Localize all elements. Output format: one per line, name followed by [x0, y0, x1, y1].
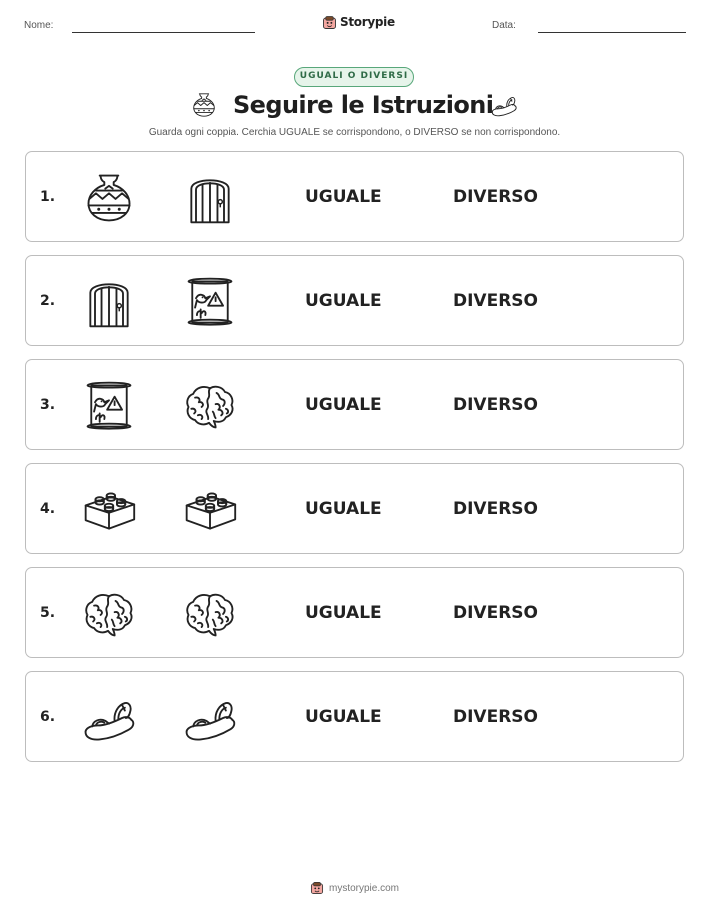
worksheet-header — [0, 0, 709, 40]
question-number: 6. — [40, 709, 56, 725]
title-row — [0, 90, 709, 126]
option-same[interactable]: UGUALE — [305, 395, 382, 415]
option-different[interactable]: DIVERSO — [453, 603, 538, 623]
question-number: 4. — [40, 501, 56, 517]
option-same[interactable]: UGUALE — [305, 707, 382, 727]
option-different[interactable]: DIVERSO — [453, 187, 538, 207]
page-title: Seguire le Istruzioni — [233, 91, 494, 119]
option-different[interactable]: DIVERSO — [453, 707, 538, 727]
option-different[interactable]: DIVERSO — [453, 291, 538, 311]
option-same[interactable]: UGUALE — [305, 499, 382, 519]
brand — [322, 12, 395, 32]
category-badge: UGUALI O DIVERSI — [294, 67, 414, 87]
vase-icon — [81, 170, 137, 226]
option-same[interactable]: UGUALE — [305, 187, 382, 207]
option-different[interactable]: DIVERSO — [453, 395, 538, 415]
sandal-icon — [81, 690, 137, 746]
brain-icon — [182, 378, 238, 434]
door-icon — [81, 274, 137, 330]
question-number: 1. — [40, 189, 56, 205]
brain-icon — [81, 586, 137, 642]
option-same[interactable]: UGUALE — [305, 291, 382, 311]
brick-icon — [182, 482, 238, 538]
scroll-icon — [81, 378, 137, 434]
storypie-logo-icon — [310, 881, 324, 895]
question-row-5 — [25, 567, 684, 658]
option-different[interactable]: DIVERSO — [453, 499, 538, 519]
question-row-4 — [25, 463, 684, 554]
name-line[interactable] — [72, 32, 255, 33]
storypie-logo-icon — [322, 15, 337, 30]
name-label: Nome: — [24, 20, 54, 31]
question-row-2 — [25, 255, 684, 346]
question-row-6 — [25, 671, 684, 762]
option-same[interactable]: UGUALE — [305, 603, 382, 623]
door-icon — [182, 170, 238, 226]
question-number: 5. — [40, 605, 56, 621]
brick-icon — [81, 482, 137, 538]
sandal-icon — [490, 91, 518, 119]
date-line[interactable] — [538, 32, 686, 33]
sandal-icon — [182, 690, 238, 746]
question-row-1 — [25, 151, 684, 242]
footer — [0, 878, 709, 898]
date-label: Data: — [492, 20, 516, 31]
scroll-icon — [182, 274, 238, 330]
brain-icon — [182, 586, 238, 642]
question-number: 3. — [40, 397, 56, 413]
brand-name: Storypie — [340, 15, 395, 29]
question-number: 2. — [40, 293, 56, 309]
question-row-3 — [25, 359, 684, 450]
vase-icon — [190, 91, 218, 119]
footer-url[interactable]: mystorypie.com — [328, 882, 399, 894]
instructions: Guarda ogni coppia. Cerchia UGUALE se corrispondono, o DIVERSO se non corrispondono. — [148, 127, 561, 138]
